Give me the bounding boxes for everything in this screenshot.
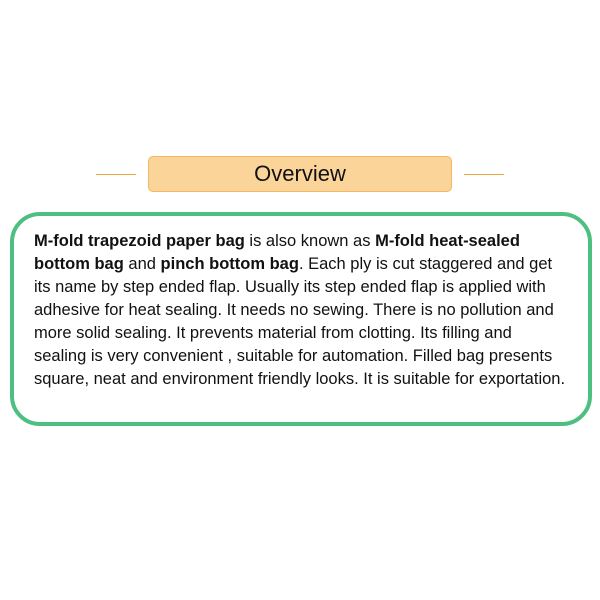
description-text-3: . Each ply is cut staggered and get its name by step ended flap. Usually its step ended flap is applied with adhesive for heat sealing. It needs no sewing. There is no pollution and more solid sealing. It prevents material from clotting. Its filling and sealing is very convenient , suitable for automation. Filled bag presents square, neat and environment friendly looks. It is suitable for exportation.: [34, 255, 566, 388]
header-rule-right: [464, 174, 504, 175]
description-text-2: and: [123, 255, 161, 273]
section-header: [0, 156, 600, 194]
header-rule-left: [96, 174, 136, 175]
section-title-badge: [148, 156, 452, 192]
term-m-fold-trapezoid: M-fold trapezoid paper bag: [34, 232, 245, 250]
term-pinch-bottom: pinch bottom bag: [160, 255, 299, 273]
description-paragraph: [34, 230, 568, 391]
term-m-fold-heat-sealed: M-fold heat-sealed bottom bag: [34, 232, 520, 273]
description-text-1: is also known as: [244, 232, 376, 250]
description-card: [10, 212, 592, 426]
section-title: Overview: [254, 161, 346, 186]
